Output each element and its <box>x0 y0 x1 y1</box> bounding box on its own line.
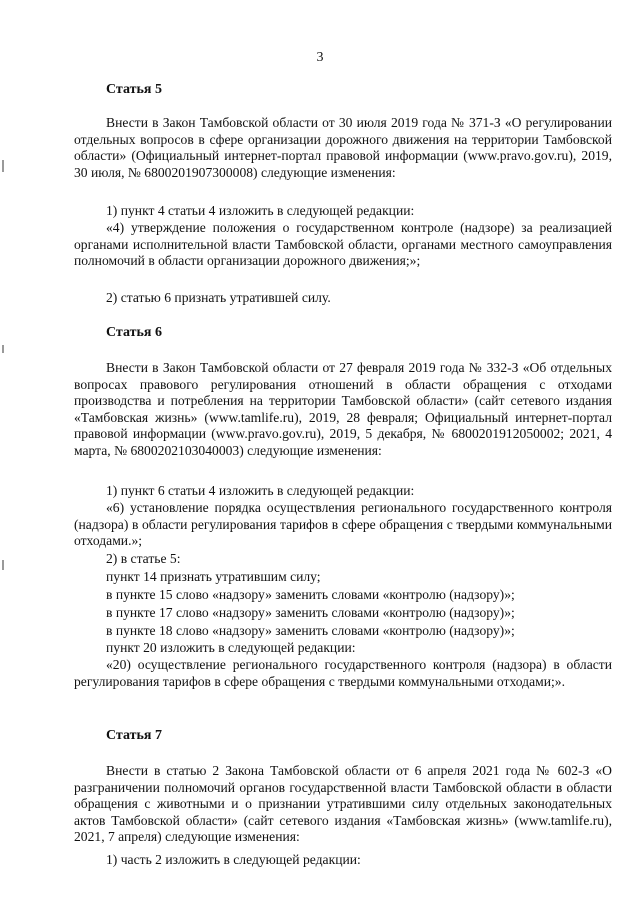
article-6-point-18: в пункте 18 слово «надзору» заменить словами «контролю (надзору)»; <box>106 623 515 638</box>
article-5-heading: Статья 5 <box>106 82 162 97</box>
article-6-quote-20: «20) осуществление регионального государственного контроля (надзора) в области регулирования тарифов в сфере обращения с твердыми коммунальными отходами;». <box>74 657 612 689</box>
article-5-quote-4: «4) утверждение положения о государственном контроле (надзоре) за реализацией органами исполнительной власти Тамбовской области, органами местного самоуправления полномочий в области организации дорожного движения;»; <box>74 220 612 268</box>
article-6-point-14: пункт 14 признать утратившим силу; <box>106 569 321 584</box>
article-6-item-1: 1) пункт 6 статьи 4 изложить в следующей редакции: <box>106 483 415 498</box>
scan-margin-mark <box>2 345 4 353</box>
article-6-quote-6: «6) установление порядка осуществления регионального государственного контроля (надзора) в области регулирования тарифов в сфере обращения с твердыми коммунальными отходами.»; <box>74 500 612 548</box>
article-6-intro: Внести в Закон Тамбовской области от 27 февраля 2019 года № 332-З «Об отдельных вопросах правового регулирования отношений в области обращения с отходами производства и потребления на территории Тамбовской области» (сайт сетевого издания «Тамбовская жизнь» (www.tamlife.ru), 2019, 28 февраля; Официальный интернет-портал правовой информации (www.pravo.gov.ru), 2019, 5 декабря, № 6800201912050002; 2021, 4 марта, № 6800202103040003) следующие изменения: <box>74 360 612 458</box>
page-number: 3 <box>316 50 324 65</box>
article-5-item-2: 2) статью 6 признать утратившей силу. <box>106 290 331 305</box>
scan-margin-mark <box>2 560 4 570</box>
article-6-point-15: в пункте 15 слово «надзору» заменить словами «контролю (надзору)»; <box>106 587 515 602</box>
article-6-point-17: в пункте 17 слово «надзору» заменить словами «контролю (надзору)»; <box>106 605 515 620</box>
article-7-heading: Статья 7 <box>106 728 162 743</box>
article-6-point-20: пункт 20 изложить в следующей редакции: <box>106 640 356 655</box>
article-7-item-1: 1) часть 2 изложить в следующей редакции: <box>106 852 361 867</box>
scan-margin-mark <box>2 160 4 172</box>
article-6-item-2: 2) в статье 5: <box>106 551 181 566</box>
article-7-intro: Внести в статью 2 Закона Тамбовской области от 6 апреля 2021 года № 602-З «О разграничении полномочий органов государственной власти Тамбовской области в области обращения с животными и о признании утратившими силу отдельных законодательных актов Тамбовской области» (сайт сетевого издания «Тамбовская жизнь» (www.tamlife.ru), 2021, 7 апреля) следующие изменения: <box>74 763 612 844</box>
article-5-item-1: 1) пункт 4 статьи 4 изложить в следующей редакции: <box>106 203 415 218</box>
article-6-heading: Статья 6 <box>106 325 162 340</box>
article-5-intro: Внести в Закон Тамбовской области от 30 июля 2019 года № 371-З «О регулировании отдельных вопросов в сфере организации дорожного движения на территории Тамбовской области» (Официальный интернет-портал правовой информации (www.pravo.gov.ru), 2019, 30 июля, № 6800201907300008) следующие изменения: <box>74 115 612 180</box>
